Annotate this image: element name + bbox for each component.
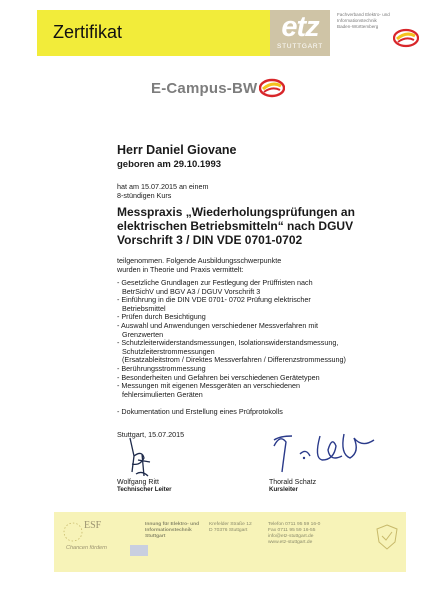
list-item: [117, 279, 407, 296]
seal-icon: [376, 524, 398, 550]
footer-address: [209, 522, 252, 534]
footer-line: Stuttgart: [145, 534, 166, 540]
topic-line: - Schutzleiterwiderstandsmessungen, Isolationswiderstandsmessung,: [117, 338, 339, 348]
footer-line: Krefelder Straße 12: [209, 522, 252, 527]
footer-line: Informationstechnik: [145, 528, 192, 534]
participation-line: wurden in Theorie und Praxis vermittelt:: [117, 264, 244, 274]
esf-star-icon: [60, 520, 86, 544]
course-title-line: Vorschrift 3 / DIN VDE 0701-0702: [117, 233, 303, 247]
org-line: Fachverband Elektro- und: [337, 12, 390, 17]
list-item: [117, 339, 407, 365]
footer-line: info@etz-stuttgart.de: [268, 534, 314, 540]
campus-logo-icon: [259, 78, 285, 98]
topic-line: Grenzwerten: [122, 329, 164, 339]
recipient-name: Herr Daniel Giovane: [117, 143, 237, 157]
esf-label: ESF: [84, 520, 102, 531]
eu-flag-icon: [130, 545, 148, 556]
topic-line: - Besonderheiten und Gefahren bei verschiedenen Gerätetypen: [117, 372, 320, 382]
topic-line: Betriebsmittel: [122, 303, 166, 313]
footer-line: D 70376 Stuttgart: [209, 528, 248, 534]
course-title: [117, 205, 387, 247]
participation-line: teilgenommen. Folgende Ausbildungsschwerpunkte: [117, 256, 282, 265]
list-item: [117, 382, 407, 399]
signer-left: [117, 479, 172, 493]
course-date-text: [117, 183, 209, 200]
topic-line: (Ersatzableitstrom / Direktes Messverfahren / Differenzstrommessung): [122, 355, 346, 365]
participation-text: [117, 257, 281, 274]
signer-role: Technischer Leiter: [117, 486, 172, 493]
signature-schatz: [270, 428, 380, 476]
org-line: Baden-Württemberg: [337, 24, 379, 29]
certificate-title: Zertifikat: [53, 22, 123, 42]
topic-line: - Berührungsstrommessung: [117, 363, 206, 373]
etz-logo-text: etz: [281, 11, 319, 43]
topic-line: - Einführung in die DIN VDE 0701- 0702 Prüfung elektrischer: [117, 295, 311, 305]
place-date: Stuttgart, 15.07.2015: [117, 430, 185, 439]
recipient-birthdate: geboren am 29.10.1993: [117, 159, 222, 170]
topic-line: - Prüfen durch Besichtigung: [117, 312, 206, 322]
footer-line: Telefon 0711 95 59 16-0: [268, 522, 321, 527]
topic-line: - Messungen mit eigenen Messgeräten an verschiedenen: [117, 381, 300, 391]
campus-name: E-Campus-BW: [151, 80, 258, 97]
course-title-line: elektrischen Betriebsmitteln“ nach DGUV: [117, 219, 354, 233]
list-item: [117, 296, 407, 313]
footer-line: www.etz-stuttgart.de: [268, 540, 313, 546]
org-line: Informationstechnik: [337, 18, 377, 23]
intro-line: 8-stündigen Kurs: [117, 190, 172, 200]
topic-line: BetrSichV und BGV A3 / DGUV Vorschrift 3: [122, 286, 261, 296]
signature-ritt: [124, 436, 158, 484]
list-item: [117, 322, 407, 339]
esf-tagline: Chancen fördern: [66, 545, 107, 551]
topic-line: Schutzleiterstrommessungen: [122, 346, 215, 356]
topic-list: [117, 279, 407, 417]
signer-name: Wolfgang Ritt: [117, 479, 159, 486]
signer-role: Kursleiter: [269, 486, 298, 493]
footer-band: [54, 512, 406, 572]
footer-contact: [268, 522, 320, 546]
signer-name: Thorald Schatz: [269, 479, 317, 486]
trade-association-logo-icon: [393, 28, 419, 48]
topic-line: - Gesetzliche Grundlagen zur Festlegung der Prüffristen nach: [117, 278, 313, 287]
footer-line: Fax 0711 95 59 16-55: [268, 528, 316, 534]
course-title-line: Messpraxis „Wiederholungsprüfungen an: [117, 205, 355, 219]
topic-line: - Dokumentation und Erstellung eines Prüfprotokolls: [117, 406, 283, 416]
etz-city-label: STUTTGART: [276, 43, 324, 50]
list-item: [117, 408, 407, 417]
footer-line: Innung für Elektro- und: [145, 522, 200, 527]
signer-right: [269, 479, 316, 493]
topic-line: fehlersimulierten Geräten: [122, 389, 203, 399]
topic-line: - Auswahl und Anwendungen verschiedener Messverfahren mit: [117, 320, 318, 330]
intro-line: hat am 15.07.2015 an einem: [117, 182, 209, 191]
footer-guild: [145, 522, 199, 540]
